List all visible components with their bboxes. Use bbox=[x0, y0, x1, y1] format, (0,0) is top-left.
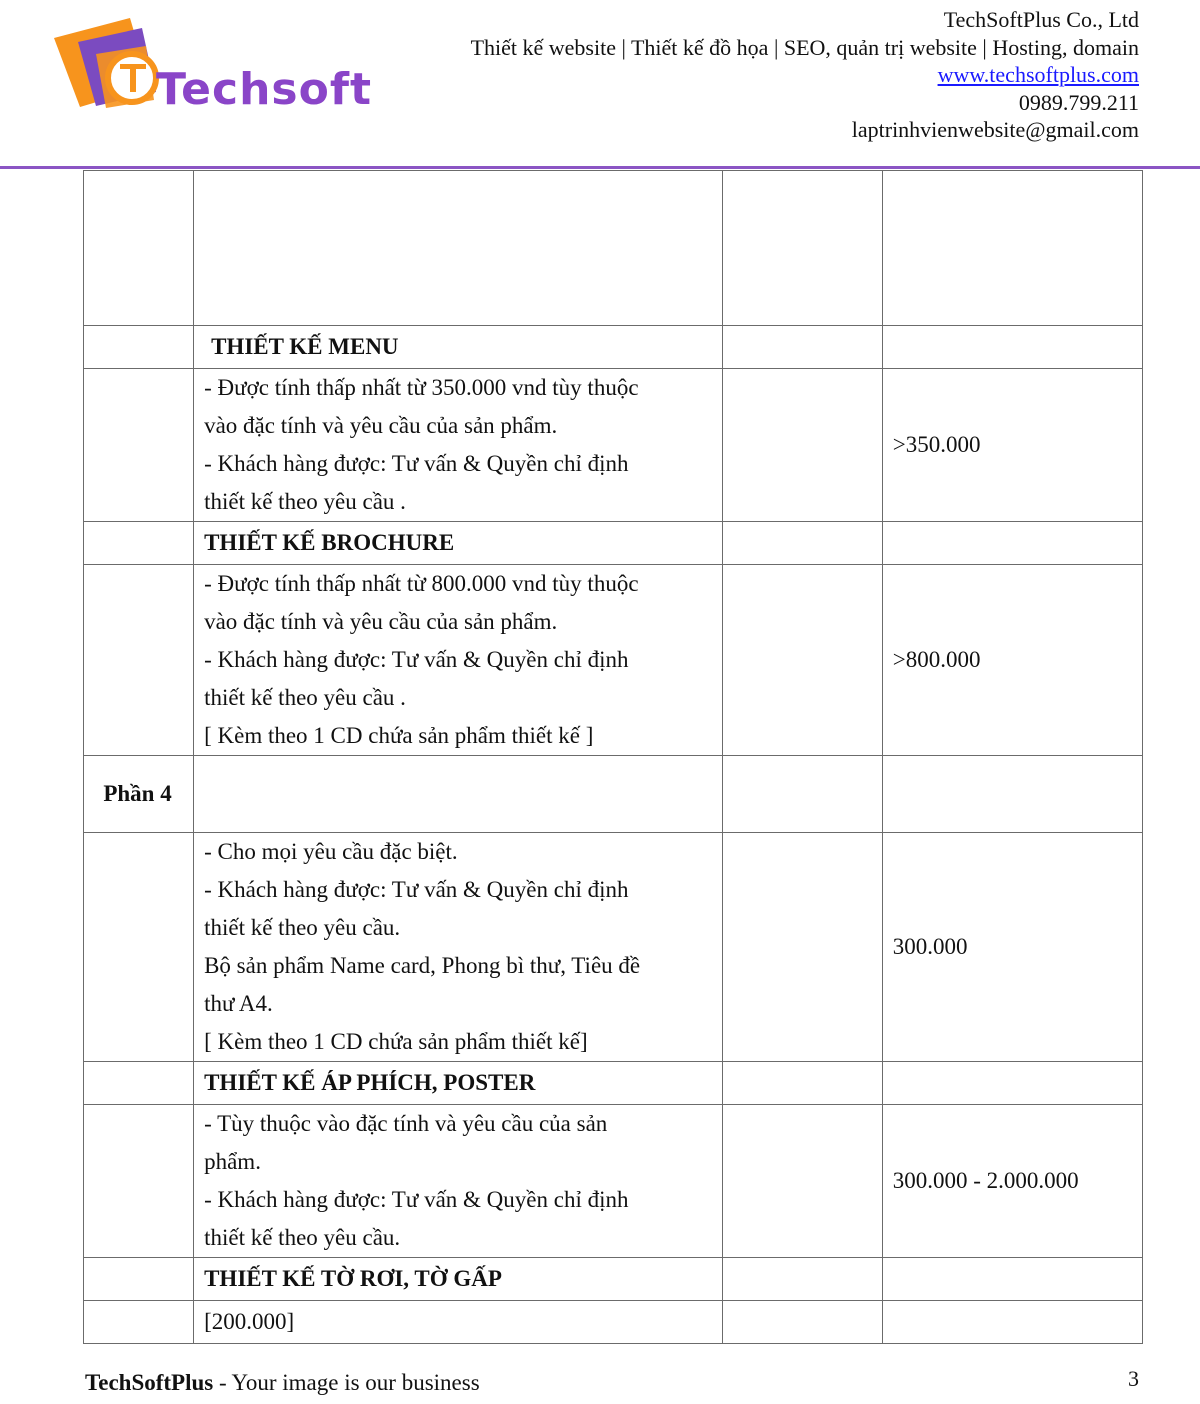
flyer-description: [200.000] bbox=[194, 1301, 722, 1344]
part-4-price: 300.000 bbox=[882, 833, 1142, 1062]
company-services: Thiết kế website | Thiết kế đồ họa | SEO, quản trị website | Hosting, domain bbox=[470, 34, 1139, 60]
menu-price: >350.000 bbox=[882, 369, 1142, 522]
table-row bbox=[84, 1258, 1143, 1301]
part-4-description: - Cho mọi yêu cầu đặc biệt. - Khách hàng được: Tư vấn & Quyền chỉ định thiết kế theo yêu cầu. Bộ sản phẩm Name card, Phong bì thư, Tiêu đề thư A4. [ Kèm theo 1 CD chứa sản phẩm thiết kế] bbox=[194, 833, 722, 1062]
table-row bbox=[84, 326, 1143, 369]
table-row bbox=[84, 369, 1143, 522]
table-row bbox=[84, 171, 1143, 326]
brochure-description: - Được tính thấp nhất từ 800.000 vnd tùy thuộc vào đặc tính và yêu cầu của sản phẩm. - Khách hàng được: Tư vấn & Quyền chỉ định thiết kế theo yêu cầu . [ Kèm theo 1 CD chứa sản phẩm thiết kế ] bbox=[194, 565, 722, 756]
brochure-price: >800.000 bbox=[882, 565, 1142, 756]
pricing-table bbox=[83, 170, 1143, 1344]
company-phone: 0989.799.211 bbox=[1018, 89, 1139, 115]
table-row bbox=[84, 756, 1143, 833]
footer-brand: TechSoftPlus bbox=[85, 1370, 214, 1395]
poster-description: - Tùy thuộc vào đặc tính và yêu cầu của sản phẩm. - Khách hàng được: Tư vấn & Quyền chỉ định thiết kế theo yêu cầu. bbox=[194, 1105, 722, 1258]
table-row bbox=[84, 1301, 1143, 1344]
table-row bbox=[84, 522, 1143, 565]
brochure-section-title: THIẾT KẾ BROCHURE bbox=[194, 522, 722, 565]
website-link[interactable]: www.techsoftplus.com bbox=[937, 62, 1139, 87]
page-footer bbox=[85, 1370, 480, 1396]
header-divider bbox=[0, 166, 1200, 169]
company-info bbox=[471, 6, 1139, 144]
flyer-section-title: THIẾT KẾ TỜ RƠI, TỜ GẤP bbox=[194, 1258, 722, 1301]
table-row bbox=[84, 1062, 1143, 1105]
techsoft-logo bbox=[50, 12, 373, 117]
company-email: laptrinhvienwebsite@gmail.com bbox=[851, 117, 1139, 142]
part-4-label: Phần 4 bbox=[84, 756, 194, 833]
poster-section-title: THIẾT KẾ ÁP PHÍCH, POSTER bbox=[194, 1062, 722, 1105]
footer-tagline: - Your image is our business bbox=[213, 1370, 480, 1395]
table-row bbox=[84, 833, 1143, 1062]
menu-section-title: THIẾT KẾ MENU bbox=[194, 326, 722, 369]
table-row bbox=[84, 1105, 1143, 1258]
page-number: 3 bbox=[1128, 1366, 1139, 1391]
poster-price: 300.000 - 2.000.000 bbox=[882, 1105, 1142, 1258]
page-header bbox=[0, 0, 1200, 170]
table-row bbox=[84, 565, 1143, 756]
logo-text: Techsoft bbox=[156, 64, 373, 115]
company-name: TechSoftPlus Co., Ltd bbox=[943, 7, 1139, 32]
menu-description: - Được tính thấp nhất từ 350.000 vnd tùy thuộc vào đặc tính và yêu cầu của sản phẩm. - Khách hàng được: Tư vấn & Quyền chỉ định thiết kế theo yêu cầu . bbox=[194, 369, 722, 522]
